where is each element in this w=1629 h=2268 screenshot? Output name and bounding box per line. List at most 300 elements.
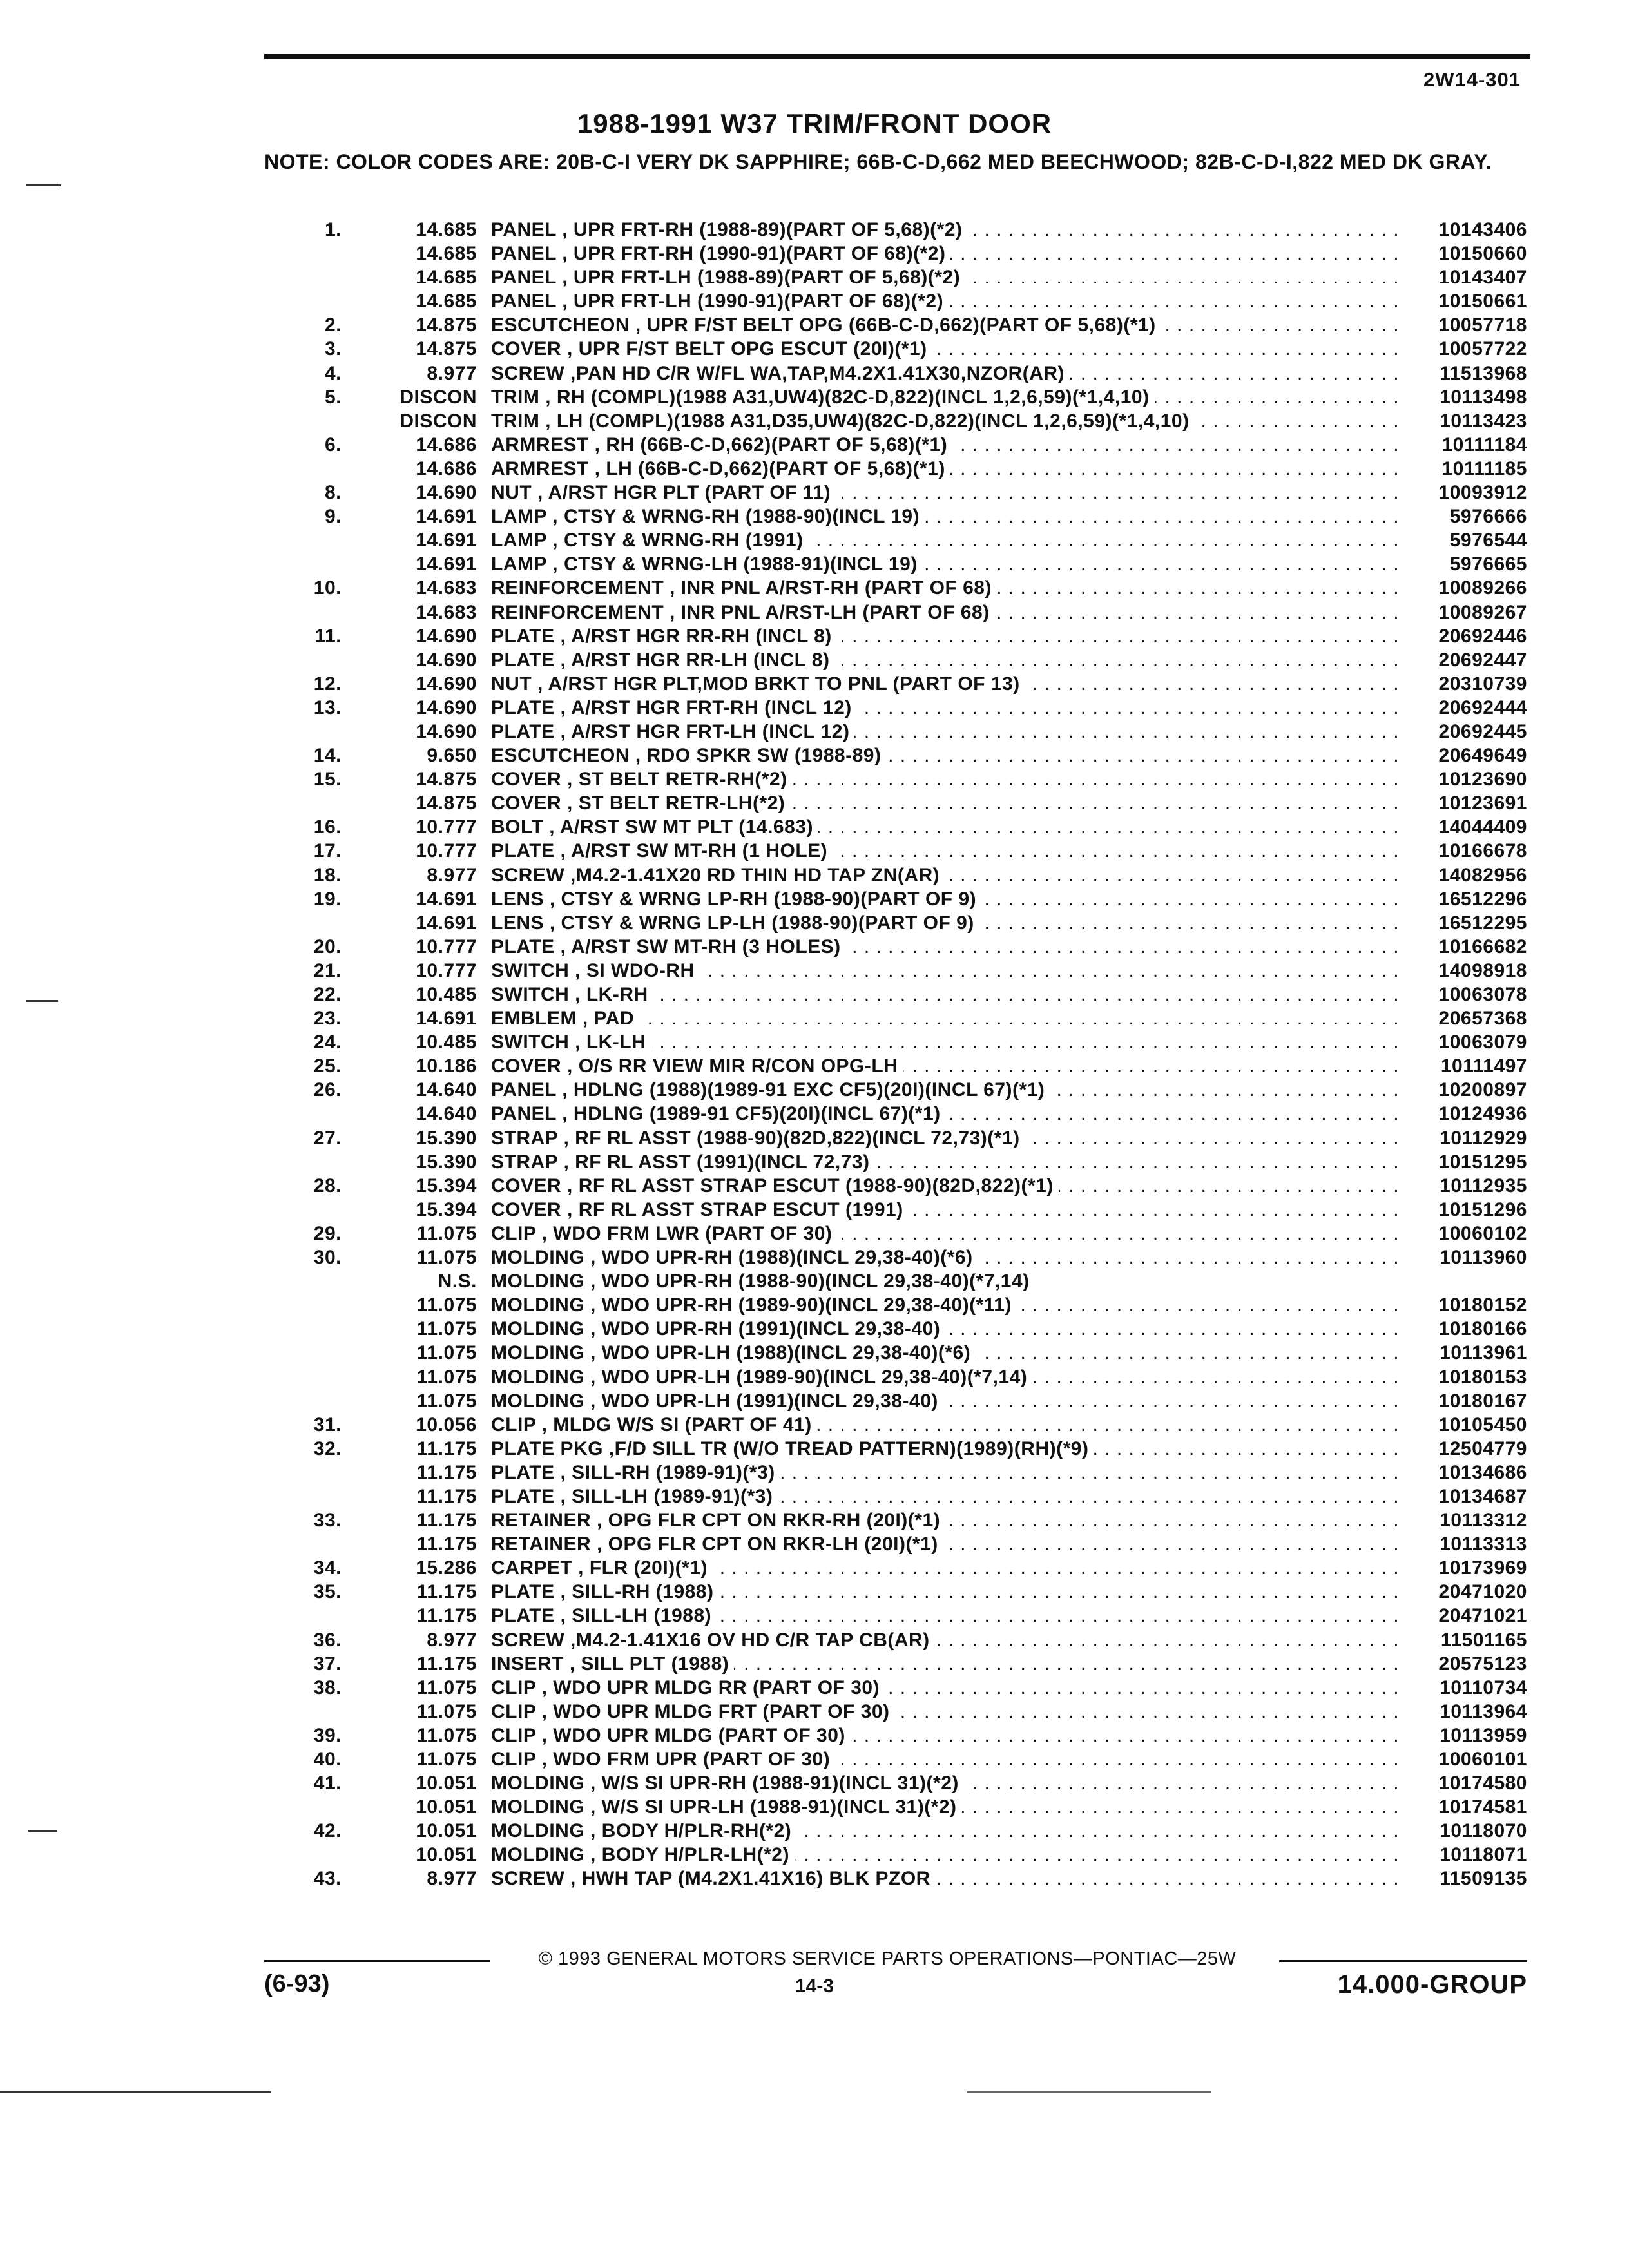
part-description-text: RETAINER , OPG FLR CPT ON RKR-RH (20I)(*1)	[491, 1510, 945, 1531]
part-description	[491, 673, 1400, 695]
part-description-text: SCREW ,M4.2-1.41X16 OV HD C/R TAP CB(AR)	[491, 1629, 935, 1651]
part-row	[264, 1533, 1527, 1557]
part-description	[491, 219, 1400, 241]
part-number: 20310739	[1438, 673, 1527, 695]
part-description	[491, 1581, 1400, 1603]
part-description	[491, 1223, 1400, 1245]
part-number: 10174580	[1438, 1773, 1527, 1794]
part-row	[264, 1414, 1527, 1438]
part-number: 11509135	[1440, 1868, 1527, 1890]
group-number: 10.777	[416, 816, 477, 838]
ref-number: 5.	[324, 386, 342, 408]
group-number: 14.691	[416, 506, 477, 528]
part-number: 10134687	[1438, 1485, 1527, 1507]
group-number: 11.075	[416, 1294, 477, 1316]
ref-number: 1.	[324, 219, 342, 240]
part-number: 10111185	[1441, 457, 1527, 479]
ref-number: 27.	[313, 1127, 342, 1149]
group-number: 11.075	[416, 1749, 477, 1770]
part-description-text: MOLDING , WDO UPR-RH (1989-90)(INCL 29,38-40)(*11)	[491, 1294, 1017, 1316]
part-row	[264, 1128, 1527, 1151]
part-description-text: CLIP , MLDG W/S SI (PART OF 41)	[491, 1414, 817, 1436]
part-description-text: EMBLEM , PAD	[491, 1008, 639, 1029]
part-row	[264, 1844, 1527, 1868]
part-row	[264, 1677, 1527, 1701]
part-description	[491, 1486, 1400, 1508]
part-row	[264, 1151, 1527, 1175]
part-row	[264, 936, 1527, 960]
group-number: 10.051	[416, 1773, 477, 1794]
part-row	[264, 1008, 1527, 1032]
part-number: 20657368	[1438, 1008, 1527, 1030]
ref-number: 17.	[313, 840, 342, 862]
group-number: 11.075	[416, 1318, 477, 1340]
part-description-text: MOLDING , WDO UPR-LH (1991)(INCL 29,38-40)	[491, 1390, 943, 1412]
ref-number: 28.	[313, 1175, 342, 1196]
ref-number: 21.	[313, 959, 342, 981]
part-row	[264, 1725, 1527, 1749]
ref-number: 34.	[313, 1557, 342, 1579]
part-description-text: MOLDING , WDO UPR-RH (1991)(INCL 29,38-40)	[491, 1318, 945, 1340]
part-description-text: PLATE , A/RST HGR FRT-LH (INCL 12)	[491, 721, 854, 742]
part-number: 10111497	[1440, 1055, 1527, 1077]
group-number: 14.690	[416, 697, 477, 718]
group-number: 10.056	[416, 1414, 477, 1436]
part-description-text: NUT , A/RST HGR PLT (PART OF 11)	[491, 482, 836, 503]
group-number: 14.875	[416, 769, 477, 791]
part-number: 20649649	[1438, 745, 1527, 767]
part-number: 16512296	[1438, 888, 1527, 910]
part-description	[491, 984, 1400, 1006]
part-description-text: SWITCH , LK-RH	[491, 984, 653, 1005]
group-number: 10.485	[416, 1032, 477, 1053]
part-description-text: PLATE , A/RST HGR RR-RH (INCL 8)	[491, 626, 837, 647]
part-description-text: SCREW ,PAN HD C/R W/FL WA,TAP,M4.2X1.41X30,NZOR(AR)	[491, 363, 1070, 384]
group-number: 8.977	[427, 864, 477, 886]
part-row	[264, 1438, 1527, 1462]
part-description-text: PANEL , HDLNG (1989-91 CF5)(20I)(INCL 67)(*1)	[491, 1103, 946, 1124]
part-row	[264, 267, 1527, 291]
ref-number: 2.	[324, 314, 342, 336]
part-number: 10134686	[1438, 1461, 1527, 1483]
group-number: 11.175	[416, 1533, 477, 1555]
part-row	[264, 1390, 1527, 1414]
ref-number: 14.	[313, 745, 342, 767]
part-number: 10124936	[1438, 1103, 1527, 1125]
part-row	[264, 338, 1527, 362]
copyright-line: © 1993 GENERAL MOTORS SERVICE PARTS OPERATIONS—PONTIAC—25W	[538, 1948, 1237, 1969]
part-description	[491, 816, 1400, 838]
part-description-text: COVER , O/S RR VIEW MIR R/CON OPG-LH	[491, 1055, 903, 1077]
part-row	[264, 1486, 1527, 1510]
part-number: 14044409	[1438, 816, 1527, 838]
ref-number: 9.	[324, 506, 342, 528]
part-row	[264, 1820, 1527, 1844]
ref-number: 33.	[313, 1510, 342, 1532]
part-row	[264, 1868, 1527, 1892]
part-description-text: ARMREST , RH (66B-C-D,662)(PART OF 5,68)(*1)	[491, 434, 952, 456]
group-number: 8.977	[427, 362, 477, 384]
part-number: 10060101	[1438, 1749, 1527, 1770]
part-description	[491, 1605, 1400, 1627]
part-description-text: BOLT , A/RST SW MT PLT (14.683)	[491, 816, 818, 838]
part-description	[491, 387, 1400, 408]
part-description-text: STRAP , RF RL ASST (1991)(INCL 72,73)	[491, 1151, 875, 1173]
part-number: 20692447	[1438, 649, 1527, 671]
part-description	[491, 553, 1400, 575]
part-description	[491, 602, 1400, 624]
part-number: 14098918	[1438, 959, 1527, 981]
scan-mark	[0, 2091, 271, 2093]
part-description-text: PLATE , A/RST HGR FRT-RH (INCL 12)	[491, 697, 857, 718]
part-description	[491, 1414, 1400, 1436]
ref-number: 24.	[313, 1032, 342, 1053]
part-row	[264, 1462, 1527, 1486]
part-description	[491, 1773, 1400, 1794]
group-number: N.S.	[438, 1271, 477, 1293]
part-description-text: NUT , A/RST HGR PLT,MOD BRKT TO PNL (PART OF 13)	[491, 673, 1025, 695]
ref-number: 30.	[313, 1247, 342, 1269]
ref-number: 31.	[313, 1414, 342, 1436]
part-description-text: PLATE PKG ,F/D SILL TR (W/O TREAD PATTERN)(1989)(RH)(*9)	[491, 1438, 1094, 1459]
part-number: 10113964	[1440, 1700, 1527, 1722]
part-number: 20471020	[1438, 1581, 1527, 1603]
ref-number: 22.	[313, 984, 342, 1005]
part-row	[264, 387, 1527, 410]
group-number: 14.683	[416, 601, 477, 623]
footer-rule-right	[1279, 1960, 1527, 1962]
part-row	[264, 482, 1527, 506]
part-row	[264, 1749, 1527, 1773]
group-number: 14.685	[416, 219, 477, 240]
part-number: 10180152	[1438, 1294, 1527, 1316]
part-description-text: PANEL , UPR FRT-LH (1988-89)(PART OF 5,68)(*2)	[491, 267, 965, 288]
part-description	[491, 1247, 1400, 1269]
ref-number: 40.	[313, 1749, 342, 1770]
ref-number: 36.	[313, 1629, 342, 1651]
part-description-text: CLIP , WDO FRM LWR (PART OF 30)	[491, 1223, 837, 1244]
part-row	[264, 1032, 1527, 1055]
part-row	[264, 1510, 1527, 1533]
part-description-text: MOLDING , WDO UPR-LH (1988)(INCL 29,38-40)(*6)	[491, 1342, 976, 1363]
part-number: 10089267	[1438, 601, 1527, 623]
part-number: 5976665	[1449, 553, 1527, 575]
part-description	[491, 840, 1400, 862]
part-number: 10093912	[1438, 482, 1527, 504]
part-description-text: COVER , RF RL ASST STRAP ESCUT (1991)	[491, 1199, 909, 1220]
part-number: 10113423	[1440, 410, 1527, 432]
part-description	[491, 793, 1400, 814]
ref-number: 37.	[313, 1653, 342, 1675]
part-number: 10180153	[1438, 1366, 1527, 1388]
part-row	[264, 912, 1527, 936]
group-number: 10.051	[416, 1796, 477, 1818]
group-number: 14.875	[416, 338, 477, 360]
part-number: 10113313	[1440, 1533, 1527, 1555]
part-number: 16512295	[1438, 912, 1527, 934]
group-number: 10.485	[416, 984, 477, 1005]
part-description	[491, 314, 1400, 336]
part-description	[491, 889, 1400, 910]
part-description	[491, 1128, 1400, 1149]
part-description	[491, 1032, 1400, 1053]
part-description	[491, 1008, 1400, 1030]
group-number: 11.075	[416, 1342, 477, 1364]
ref-number: 19.	[313, 888, 342, 910]
group-number: 14.875	[416, 314, 477, 336]
part-row	[264, 1223, 1527, 1247]
scan-mark	[967, 2091, 1211, 2093]
part-number: 10063078	[1438, 984, 1527, 1005]
group-number: 11.175	[416, 1581, 477, 1603]
part-row	[264, 1271, 1527, 1294]
group-number: 14.683	[416, 577, 477, 599]
ref-number: 6.	[324, 434, 342, 456]
part-number: 14082956	[1438, 864, 1527, 886]
group-number: 14.685	[416, 291, 477, 312]
group-number: 14.685	[416, 267, 477, 289]
part-row	[264, 673, 1527, 697]
part-description	[491, 577, 1400, 599]
part-row	[264, 434, 1527, 458]
part-number: 10057722	[1438, 338, 1527, 360]
ref-number: 42.	[313, 1820, 342, 1842]
part-number: 20692446	[1438, 625, 1527, 647]
part-description-text: PLATE , A/RST SW MT-RH (3 HOLES)	[491, 936, 846, 957]
part-description-text: SCREW ,M4.2-1.41X20 RD THIN HD TAP ZN(AR)	[491, 865, 945, 886]
part-description	[491, 363, 1400, 385]
part-number: 10113498	[1440, 386, 1527, 408]
part-description	[491, 626, 1400, 648]
part-row	[264, 530, 1527, 553]
part-row	[264, 410, 1527, 434]
ref-number: 39.	[313, 1724, 342, 1746]
part-description-text: ESCUTCHEON , UPR F/ST BELT OPG (66B-C-D,662)(PART OF 5,68)(*1)	[491, 314, 1161, 336]
part-row	[264, 506, 1527, 530]
revision-date: (6-93)	[264, 1970, 330, 1997]
part-description	[491, 1844, 1400, 1866]
part-description	[491, 434, 1400, 456]
part-row	[264, 243, 1527, 267]
ref-number: 11.	[314, 625, 342, 647]
part-description-text: SCREW , HWH TAP (M4.2X1.41X16) BLK PZOR	[491, 1868, 936, 1889]
part-row	[264, 1055, 1527, 1079]
part-row	[264, 577, 1527, 601]
part-number: 10174581	[1438, 1796, 1527, 1818]
group-number: 14.690	[416, 482, 477, 504]
part-number: 10113959	[1440, 1724, 1527, 1746]
part-number: 10060102	[1438, 1222, 1527, 1244]
group-number: 11.175	[416, 1485, 477, 1507]
part-description-text: REINFORCEMENT , INR PNL A/RST-RH (PART OF 68)	[491, 577, 997, 599]
group-number: 14.000-GROUP	[1337, 1970, 1527, 1999]
part-row	[264, 1605, 1527, 1629]
part-number: 20692444	[1438, 697, 1527, 718]
part-row	[264, 1247, 1527, 1271]
part-description-text: CLIP , WDO UPR MLDG RR (PART OF 30)	[491, 1677, 885, 1698]
part-description-text: PANEL , UPR FRT-RH (1988-89)(PART OF 5,68)(*2)	[491, 219, 967, 240]
group-number: 14.690	[416, 720, 477, 742]
ref-number: 4.	[324, 362, 342, 384]
part-description-text: MOLDING , W/S SI UPR-LH (1988-91)(INCL 31)(*2)	[491, 1796, 962, 1818]
group-number: 10.186	[416, 1055, 477, 1077]
part-number: 20575123	[1438, 1653, 1527, 1675]
part-description	[491, 1701, 1400, 1723]
group-number: 10.051	[416, 1820, 477, 1842]
group-number: 11.075	[416, 1247, 477, 1269]
part-number: 11513968	[1440, 362, 1527, 384]
part-description	[491, 1175, 1400, 1197]
group-number: 11.075	[416, 1222, 477, 1244]
ref-number: 3.	[324, 338, 342, 360]
part-description	[491, 1749, 1400, 1771]
part-number: 10089266	[1438, 577, 1527, 599]
part-description-text: MOLDING , BODY H/PLR-LH(*2)	[491, 1844, 795, 1865]
part-row	[264, 626, 1527, 649]
part-description-text: COVER , ST BELT RETR-LH(*2)	[491, 793, 790, 814]
group-number: 15.286	[416, 1557, 477, 1579]
page-code: 2W14-301	[1423, 68, 1521, 91]
group-number: 11.175	[416, 1510, 477, 1532]
part-number: 10123690	[1438, 769, 1527, 791]
group-number: 15.394	[416, 1175, 477, 1196]
ref-number: 12.	[313, 673, 342, 695]
part-row	[264, 1175, 1527, 1199]
part-row	[264, 840, 1527, 864]
part-description	[491, 1367, 1400, 1389]
page-number: 14-3	[795, 1975, 834, 1997]
part-description-text: LAMP , CTSY & WRNG-RH (1988-90)(INCL 19)	[491, 506, 925, 527]
part-row	[264, 1557, 1527, 1581]
part-description	[491, 1510, 1400, 1532]
ref-number: 13.	[313, 697, 342, 718]
ref-number: 43.	[313, 1868, 342, 1890]
part-number: 10113960	[1440, 1247, 1527, 1269]
color-code-note: NOTE: COLOR CODES ARE: 20B-C-I VERY DK SAPPHIRE; 66B-C-D,662 MED BEECHWOOD; 82B-C-D-I,822 MED DK GRAY.	[264, 150, 1492, 173]
part-number: 10143407	[1438, 267, 1527, 289]
part-row	[264, 1367, 1527, 1390]
part-number: 10063079	[1438, 1032, 1527, 1053]
part-description	[491, 1342, 1400, 1364]
part-description-text: ESCUTCHEON , RDO SPKR SW (1988-89)	[491, 745, 886, 766]
group-number: 10.051	[416, 1844, 477, 1866]
part-description	[491, 267, 1400, 289]
ref-number: 38.	[313, 1677, 342, 1698]
part-description	[491, 1653, 1400, 1675]
part-description	[491, 960, 1400, 982]
ref-number: 23.	[313, 1008, 342, 1030]
part-description-text: MOLDING , WDO UPR-LH (1989-90)(INCL 29,38-40)(*7,14)	[491, 1367, 1032, 1388]
part-number: 10151296	[1438, 1198, 1527, 1220]
part-number: 10123691	[1438, 793, 1527, 814]
part-description-text: LENS , CTSY & WRNG LP-RH (1988-90)(PART OF 9)	[491, 889, 981, 910]
group-number: 8.977	[427, 1629, 477, 1651]
part-description-text: MOLDING , W/S SI UPR-RH (1988-91)(INCL 31)(*2)	[491, 1773, 964, 1794]
part-description-text: MOLDING , BODY H/PLR-RH(*2)	[491, 1820, 796, 1841]
part-row	[264, 960, 1527, 984]
part-description	[491, 530, 1400, 552]
part-description-text: PANEL , UPR FRT-LH (1990-91)(PART OF 68)(*2)	[491, 291, 949, 312]
part-description	[491, 482, 1400, 504]
part-description	[491, 1557, 1400, 1579]
part-row	[264, 649, 1527, 673]
part-description-text: COVER , RF RL ASST STRAP ESCUT (1988-90)(82D,822)(*1)	[491, 1175, 1059, 1196]
part-row	[264, 1701, 1527, 1725]
part-number: 10110734	[1440, 1677, 1527, 1698]
part-number: 10180167	[1438, 1390, 1527, 1412]
part-row	[264, 865, 1527, 889]
ref-number: 32.	[313, 1437, 342, 1459]
group-number: 11.175	[416, 1605, 477, 1627]
part-row	[264, 889, 1527, 912]
part-description	[491, 1677, 1400, 1699]
part-description-text: PLATE , A/RST HGR RR-LH (INCL 8)	[491, 649, 834, 671]
group-number: 14.686	[416, 457, 477, 479]
part-description-text: PANEL , HDLNG (1988)(1989-91 EXC CF5)(20I)(INCL 67)(*1)	[491, 1079, 1050, 1100]
part-description	[491, 745, 1400, 767]
ref-number: 35.	[313, 1581, 342, 1603]
group-number: 15.390	[416, 1151, 477, 1173]
part-description	[491, 243, 1400, 265]
part-number: 10143406	[1438, 219, 1527, 240]
part-description	[491, 410, 1400, 432]
group-number: 11.075	[416, 1677, 477, 1698]
part-number: 10111184	[1441, 434, 1527, 456]
part-description	[491, 1868, 1400, 1890]
part-description-text: PLATE , SILL-LH (1988)	[491, 1605, 717, 1626]
part-description-text: PANEL , UPR FRT-RH (1990-91)(PART OF 68)(*2)	[491, 243, 950, 264]
part-description	[491, 865, 1400, 887]
part-row	[264, 1199, 1527, 1223]
part-description-text: LENS , CTSY & WRNG LP-LH (1988-90)(PART OF 9)	[491, 912, 979, 934]
part-description-text: MOLDING , WDO UPR-RH (1988-90)(INCL 29,38-40)(*7,14)	[491, 1271, 1035, 1292]
part-description-text: PLATE , SILL-RH (1989-91)(*3)	[491, 1462, 780, 1483]
ref-number: 29.	[313, 1222, 342, 1244]
part-number: 20471021	[1438, 1605, 1527, 1627]
part-number: 5976544	[1449, 530, 1527, 552]
part-number: 10112935	[1440, 1175, 1527, 1196]
group-number: 11.175	[416, 1461, 477, 1483]
part-row	[264, 1773, 1527, 1796]
part-number: 10150660	[1438, 243, 1527, 265]
part-row	[264, 314, 1527, 338]
group-number: 14.685	[416, 243, 477, 265]
part-description	[491, 1796, 1400, 1818]
part-number: 10173969	[1438, 1557, 1527, 1579]
part-description	[491, 1199, 1400, 1221]
group-number: DISCON	[400, 386, 477, 408]
part-row	[264, 1318, 1527, 1342]
part-number: 10113312	[1440, 1510, 1527, 1532]
part-number: 5976666	[1449, 506, 1527, 528]
part-description	[491, 1271, 1400, 1293]
part-number: 11501165	[1440, 1629, 1527, 1651]
part-row	[264, 363, 1527, 387]
part-number: 10166682	[1438, 936, 1527, 957]
header-rule	[264, 54, 1530, 59]
part-description-text: MOLDING , WDO UPR-RH (1988)(INCL 29,38-40)(*6)	[491, 1247, 978, 1268]
group-number: 14.875	[416, 793, 477, 814]
part-description-text: TRIM , RH (COMPL)(1988 A31,UW4)(82C-D,822)(INCL 1,2,6,59)(*1,4,10)	[491, 387, 1155, 408]
group-number: 14.691	[416, 888, 477, 910]
group-number: 14.686	[416, 434, 477, 456]
part-row	[264, 1294, 1527, 1318]
part-row	[264, 1629, 1527, 1653]
part-number: 10118071	[1440, 1844, 1527, 1866]
scan-mark	[28, 1830, 57, 1832]
part-row	[264, 745, 1527, 769]
part-number: 12504779	[1438, 1437, 1527, 1459]
